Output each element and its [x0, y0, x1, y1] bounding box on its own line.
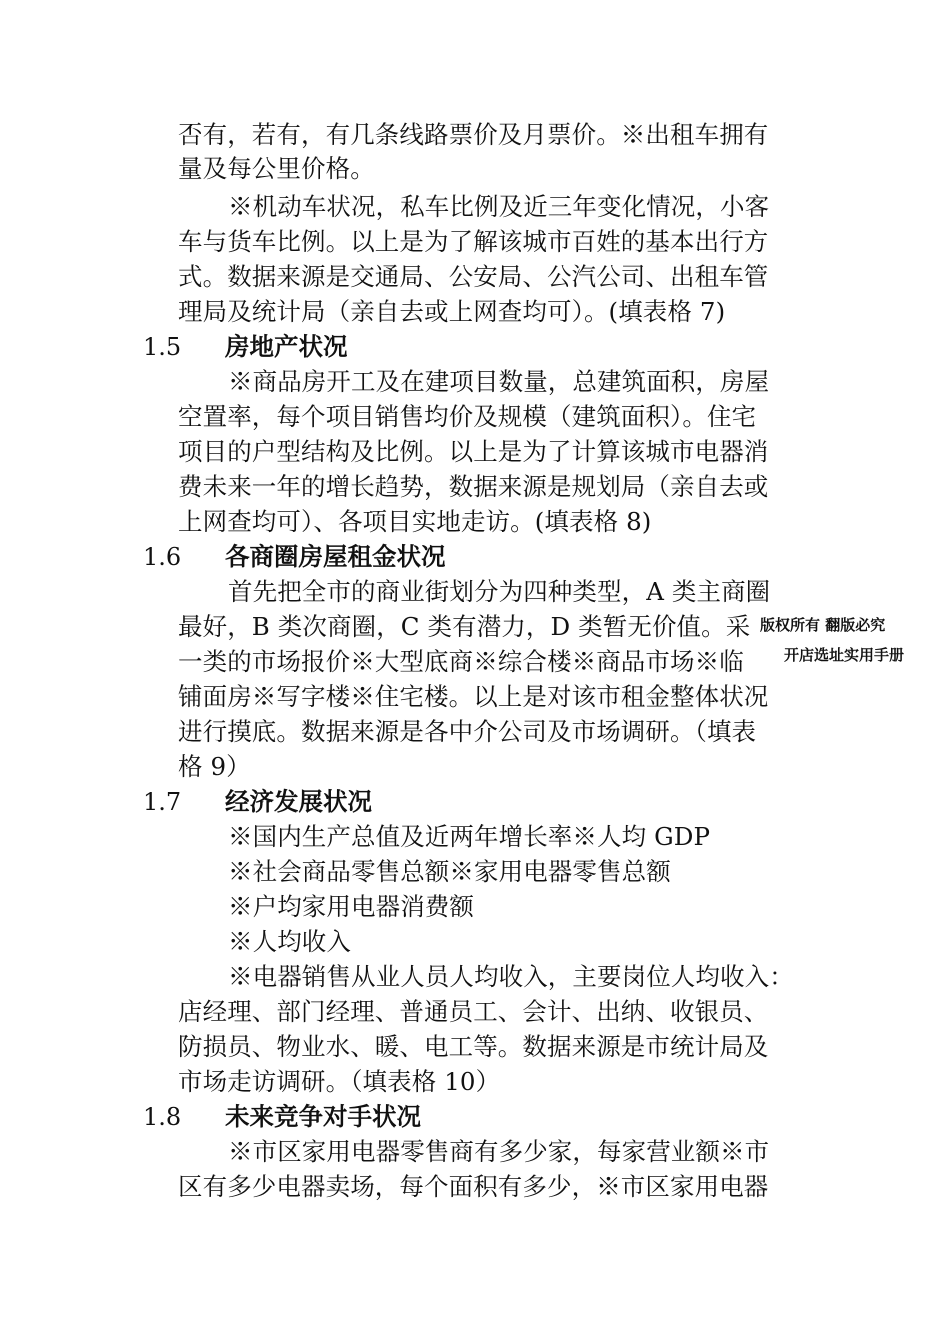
section-heading: 经济发展状况 [225, 787, 372, 816]
section-number: 1.6 [143, 543, 182, 571]
section-number: 1.7 [143, 788, 182, 816]
paragraph-line: 理局及统计局（亲自去或上网查均可）。(填表格 7) [178, 297, 726, 326]
paragraph-line: 一类的市场报价※大型底商※综合楼※商品市场※临 [178, 647, 744, 676]
paragraph-line: 店经理、部门经理、普通员工、会计、出纳、收银员、 [178, 997, 769, 1026]
paragraph-line: 防损员、物业水、暖、电工等。数据来源是市统计局及 [178, 1032, 769, 1061]
paragraph-line: ※户均家用电器消费额 [228, 892, 474, 921]
section-number: 1.5 [143, 333, 182, 361]
paragraph-line: 否有，若有，有几条线路票价及月票价。※出租车拥有 [178, 120, 769, 149]
watermark-title: 开店选址实用手册 [784, 646, 905, 664]
section-heading: 房地产状况 [225, 332, 348, 361]
paragraph-line: 市场走访调研。（填表格 10） [178, 1067, 501, 1096]
paragraph-line: 区有多少电器卖场，每个面积有多少，※市区家用电器 [178, 1172, 769, 1201]
paragraph-line: 项目的户型结构及比例。以上是为了计算该城市电器消 [178, 437, 769, 466]
paragraph-line: 进行摸底。数据来源是各中介公司及市场调研。（填表 [178, 717, 757, 746]
paragraph-line: 空置率，每个项目销售均价及规模（建筑面积）。住宅 [178, 402, 757, 431]
paragraph-line: 上网查均可）、各项目实地走访。(填表格 8) [178, 507, 652, 536]
section-heading: 各商圈房屋租金状况 [225, 542, 446, 571]
section-heading: 未来竞争对手状况 [225, 1102, 421, 1131]
watermark-copyright: 版权所有 翻版必究 [760, 616, 886, 634]
paragraph-line: 铺面房※写字楼※住宅楼。以上是对该市租金整体状况 [178, 682, 769, 711]
paragraph-line: 首先把全市的商业街划分为四种类型，A 类主商圈 [228, 577, 771, 606]
paragraph-line: ※机动车状况，私车比例及近三年变化情况，小客 [228, 192, 770, 221]
paragraph-line: ※电器销售从业人员人均收入，主要岗位人均收入： [228, 962, 794, 991]
paragraph-line: ※人均收入 [228, 927, 351, 956]
section-number: 1.8 [143, 1103, 182, 1131]
paragraph-line: 最好，B 类次商圈，C 类有潜力，D 类暂无价值。采 [178, 612, 751, 641]
paragraph-line: ※商品房开工及在建项目数量，总建筑面积，房屋 [228, 367, 770, 396]
paragraph-line: 费未来一年的增长趋势，数据来源是规划局（亲自去或 [178, 472, 769, 501]
paragraph-line: 格 9） [178, 752, 251, 781]
paragraph-line: ※市区家用电器零售商有多少家，每家营业额※市 [228, 1137, 770, 1166]
paragraph-line: ※国内生产总值及近两年增长率※人均 GDP [228, 822, 711, 851]
paragraph-line: 式。数据来源是交通局、公安局、公汽公司、出租车管 [178, 262, 769, 291]
paragraph-line: 量及每公里价格。 [178, 154, 375, 183]
paragraph-line: ※社会商品零售总额※家用电器零售总额 [228, 857, 671, 886]
paragraph-line: 车与货车比例。以上是为了解该城市百姓的基本出行方 [178, 227, 769, 256]
